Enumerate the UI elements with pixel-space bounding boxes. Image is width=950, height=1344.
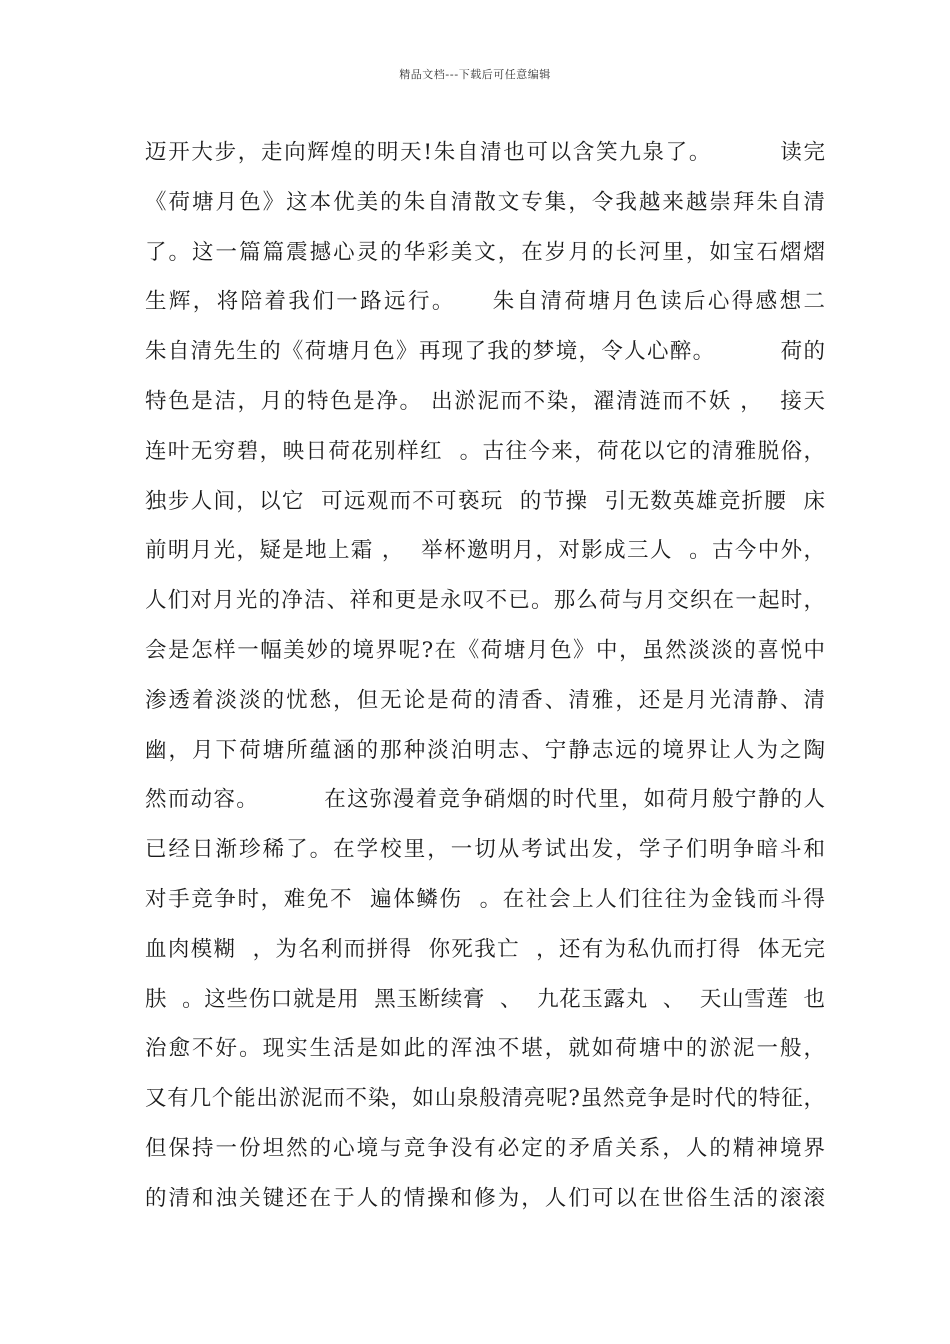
text-line: 然而动容。 在这弥漫着竞争硝烟的时代里，如荷月般宁静的人 (145, 787, 825, 813)
text-line: 了。这一篇篇震撼心灵的华彩美文，在岁月的长河里，如宝石熠熠 (145, 239, 825, 265)
text-line: 会是怎样一幅美妙的境界呢?在《荷塘月色》中，虽然淡淡的喜悦中 (145, 637, 825, 663)
text-line: 渗透着淡淡的忧愁，但无论是荷的清香、清雅，还是月光清静、清 (145, 687, 825, 713)
text-line: 迈开大步，走向辉煌的明天!朱自清也可以含笑九泉了。 读完 (145, 140, 825, 165)
text-line: 又有几个能出淤泥而不染，如山泉般清亮呢?虽然竞争是时代的特征， (145, 1086, 825, 1112)
text-line: 特色是洁，月的特色是净。 出淤泥而不染，濯清涟而不妖 ， 接天 (145, 388, 825, 414)
text-line: 连叶无穷碧，映日荷花别样红 。古往今来，荷花以它的清雅脱俗， (145, 438, 825, 464)
text-line: 对手竞争时，难免不 遍体鳞伤 。在社会上人们往往为金钱而斗得 (145, 886, 825, 912)
text-line: 治愈不好。现实生活是如此的浑浊不堪，就如荷塘中的淤泥一般， (145, 1036, 825, 1062)
text-line: 朱自清先生的《荷塘月色》再现了我的梦境，令人心醉。 荷的 (145, 339, 825, 365)
text-line: 的清和浊关键还在于人的情操和修为，人们可以在世俗生活的滚滚 (145, 1185, 825, 1211)
text-line: 生辉，将陪着我们一路远行。 朱自清荷塘月色读后心得感想二 (145, 289, 825, 315)
text-line: 人们对月光的净洁、祥和更是永叹不已。那么荷与月交织在一起时， (145, 588, 825, 614)
page-header: 精品文档---下载后可任意编辑 (399, 68, 551, 81)
body-text (145, 128, 825, 1224)
text-line: 独步人间，以它 可远观而不可亵玩 的节操 引无数英雄竞折腰 床 (145, 488, 825, 514)
text-line: 已经日渐珍稀了。在学校里，一切从考试出发，学子们明争暗斗和 (145, 837, 825, 863)
text-line: 前明月光，疑是地上霜 ， 举杯邀明月，对影成三人 。古今中外， (145, 538, 825, 564)
text-line: 肤 。这些伤口就是用 黑玉断续膏 、 九花玉露丸 、 天山雪莲 也 (145, 986, 825, 1012)
text-line: 血肉模糊 ，为名利而拼得 你死我亡 ，还有为私仇而打得 体无完 (145, 936, 825, 962)
text-line: 《荷塘月色》这本优美的朱自清散文专集，令我越来越崇拜朱自清 (145, 189, 825, 215)
text-line: 但保持一份坦然的心境与竞争没有必定的矛盾关系，人的精神境界 (145, 1135, 825, 1161)
text-line: 幽，月下荷塘所蕴涵的那种淡泊明志、宁静志远的境界让人为之陶 (145, 737, 825, 763)
